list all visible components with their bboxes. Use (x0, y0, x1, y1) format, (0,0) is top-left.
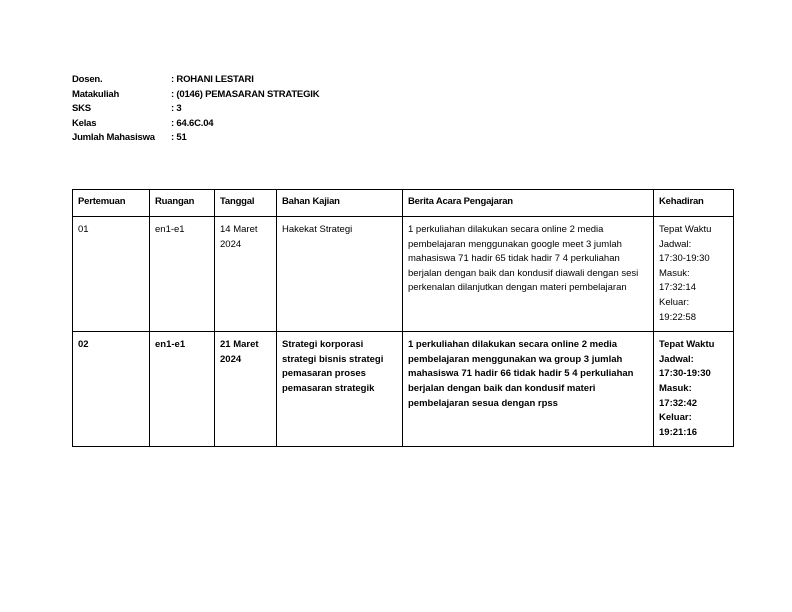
kehadiran-masuk-label: Masuk: (659, 382, 692, 394)
table-row (73, 217, 734, 332)
berita-acara-cell: 1 perkuliahan dilakukan secara online 2 media pembelajaran menggunakan wa group 3 jumlah mahasiswa 71 hadir 66 tidak hadir 5 4 perkuliahan berjalan dengan baik dan kondusif materi pembelajaran sesua dengan rpss (403, 332, 654, 447)
tanggal-cell: 14 Maret 2024 (215, 217, 277, 332)
kehadiran-masuk-value: 17:32:14 (659, 282, 696, 294)
table-row (73, 332, 734, 447)
kehadiran-cell (654, 332, 734, 447)
kehadiran-keluar-value: 19:22:58 (659, 311, 696, 323)
pertemuan-cell: 01 (73, 217, 150, 332)
column-header-ruangan: Ruangan (150, 190, 215, 217)
matakuliah-label: Matakuliah (72, 88, 120, 100)
kehadiran-masuk-label: Masuk: (659, 267, 690, 279)
kehadiran-cell (654, 217, 734, 332)
attendance-table (72, 189, 734, 447)
matakuliah-row (72, 88, 319, 103)
kehadiran-jadwal-value: 17:30-19:30 (659, 368, 711, 380)
kelas-row (72, 117, 319, 132)
sks-label: SKS (72, 103, 91, 115)
sks-row (72, 102, 319, 117)
matakuliah-value: : (0146) PEMASARAN STRATEGIK (171, 88, 320, 100)
column-header-bahan-kajian: Bahan Kajian (277, 190, 403, 217)
bahan-kajian-cell: Strategi korporasi strategi bisnis strategi pemasaran proses pemasaran strategik (277, 332, 403, 447)
kehadiran-keluar-value: 19:21:16 (659, 426, 698, 438)
column-header-tanggal: Tanggal (215, 190, 277, 217)
column-header-kehadiran: Kehadiran (654, 190, 734, 217)
kelas-label: Kelas (72, 117, 97, 129)
course-info-header (72, 73, 319, 146)
ruangan-cell: en1-e1 (150, 332, 215, 447)
kehadiran-keluar-label: Keluar: (659, 296, 690, 308)
pertemuan-cell: 02 (73, 332, 150, 447)
bahan-kajian-cell: Hakekat Strategi (277, 217, 403, 332)
kelas-value: : 64.6C.04 (171, 117, 214, 129)
kehadiran-jadwal-label: Jadwal: (659, 353, 694, 365)
dosen-value: : ROHANI LESTARI (171, 74, 254, 85)
dosen-row (72, 73, 319, 88)
ruangan-cell: en1-e1 (150, 217, 215, 332)
kehadiran-masuk-value: 17:32:42 (659, 397, 698, 409)
tanggal-cell: 21 Maret 2024 (215, 332, 277, 447)
table-header-row (73, 190, 734, 217)
kehadiran-status: Tepat Waktu (659, 224, 712, 235)
kehadiran-jadwal-label: Jadwal: (659, 238, 692, 250)
berita-acara-cell: 1 perkuliahan dilakukan secara online 2 media pembelajaran menggunakan google meet 3 jumlah mahasiswa 71 hadir 65 tidak hadir 7 4 perkuliahan berjalan dengan baik dan kondusif diawali dengan sesi perkenalan dilanjutkan dengan materi pembelajaran (403, 217, 654, 332)
kehadiran-jadwal-value: 17:30-19:30 (659, 253, 710, 265)
kehadiran-status: Tepat Waktu (659, 339, 715, 351)
jumlah-mahasiswa-value: : 51 (171, 132, 187, 144)
column-header-berita-acara: Berita Acara Pengajaran (403, 190, 654, 217)
column-header-pertemuan: Pertemuan (73, 190, 150, 217)
sks-value: : 3 (171, 103, 182, 115)
dosen-label: Dosen. (72, 74, 103, 85)
jumlah-mahasiswa-row (72, 131, 319, 146)
kehadiran-keluar-label: Keluar: (659, 412, 692, 424)
jumlah-mahasiswa-label: Jumlah Mahasiswa (72, 132, 155, 144)
